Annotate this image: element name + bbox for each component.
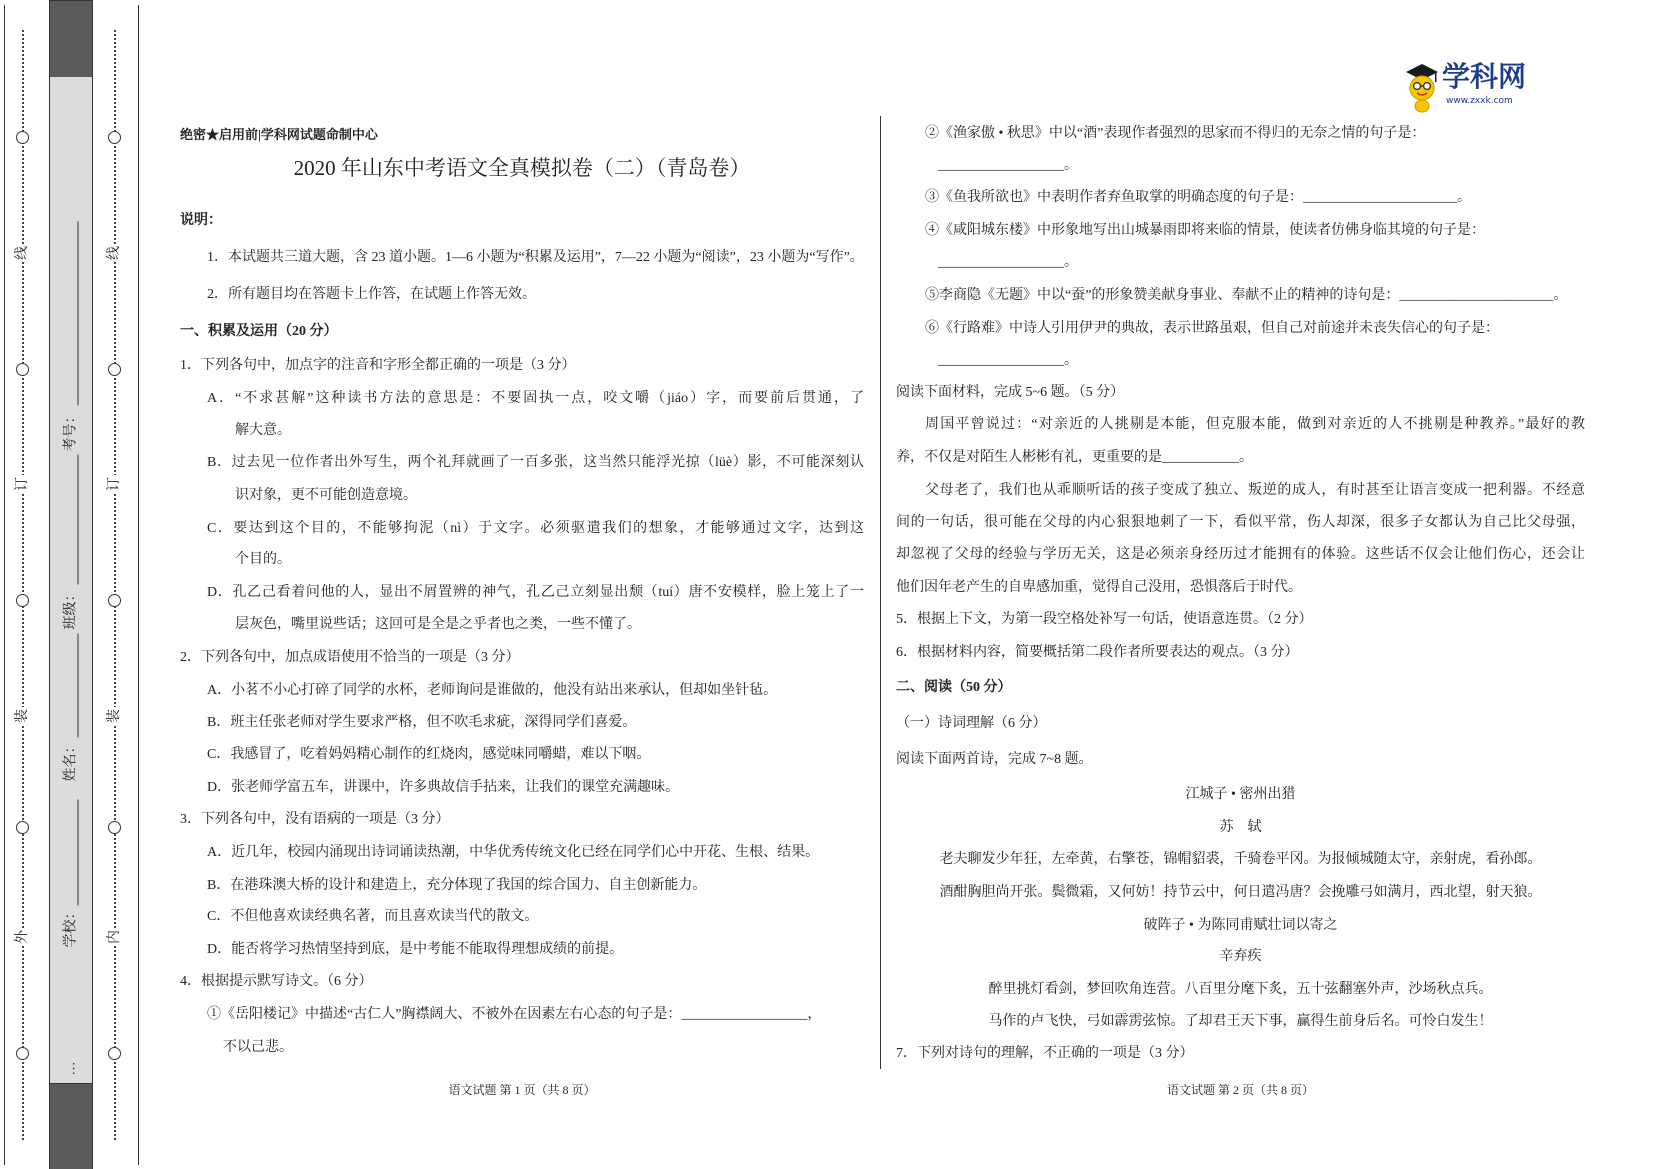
name-blank [77, 633, 78, 737]
binding-hole-circle [16, 1047, 29, 1060]
inner-cut-line [114, 30, 116, 1140]
inner-mark-ding: 订 [107, 477, 122, 491]
question-stem: 4．根据提示默写诗文。（6 分） [180, 974, 373, 989]
passage-line: 他们因年老产生的自卑感加重，觉得自己没用，恐惧落后于时代。 [896, 580, 1302, 595]
fill-in-item: ②《渔家傲 • 秋思》中以“酒”表现作者强烈的思家而不得归的无奈之情的句子是： [925, 126, 1426, 141]
school-label: 学校： [63, 905, 78, 947]
poem-line: 马作的卢飞快，弓如霹雳弦惊。了却君王天下事，赢得生前身后名。可怜白发生！ [988, 1014, 1493, 1029]
outer-border-line [4, 5, 5, 1165]
option-line: 解大意。 [235, 423, 291, 438]
option-line: C．我感冒了，吃着妈妈精心制作的红烧肉，感觉味同嚼蜡，难以下咽。 [207, 747, 651, 762]
fill-in-item: 不以己悲。 [223, 1040, 293, 1055]
zxxk-logo [1402, 58, 1552, 114]
instruction-item: 2．所有题目均在答题卡上作答，在试题上作答无效。 [207, 287, 536, 302]
fill-in-item: __________________。 [938, 158, 1078, 173]
binding-hole-circle [108, 131, 121, 144]
fill-in-item: ⑤李商隐《无题》中以“蚕”的形象赞美献身事业、奉献不止的精神的诗句是：______________________。 [925, 288, 1568, 303]
fill-in-item: ④《咸阳城东楼》中形象地写出山城暴雨即将来临的情景，使读者仿佛身临其境的句子是： [925, 223, 1485, 238]
fill-in-item: __________________。 [938, 353, 1078, 368]
option-line: B．在港珠澳大桥的设计和建造上，充分体现了我国的综合国力、自主创新能力。 [207, 878, 707, 893]
option-line: D．张老师学富五车，讲课中，许多典故信手拈来，让我们的课堂充满趣味。 [207, 780, 680, 795]
fill-in-item: __________________。 [938, 255, 1078, 270]
poem-line: 醉里挑灯看剑，梦回吹角连营。八百里分麾下炙，五十弦翻塞外声，沙场秋点兵。 [988, 982, 1493, 997]
binding-hole-circle [16, 821, 29, 834]
poem-line: 酒酣胸胆尚开张。鬓微霜，又何妨！持节云中，何日遣冯唐？会挽雕弓如满月，西北望，射天狼。 [939, 885, 1542, 900]
instructions-label: 说明： [180, 213, 222, 228]
option-line: A．小茗不小心打碎了同学的水杯，老师询问是谁做的，他没有站出来承认，但却如坐针毡。 [207, 683, 778, 698]
poem-title: 破阵子 • 为陈同甫赋壮词以寄之 [1143, 918, 1338, 933]
exam-number-label: 考号： [63, 409, 78, 451]
option-line: 层灰色，嘴里说些话；这回可是全是之乎者也之类，一些不懂了。 [235, 617, 641, 632]
option-line: B．班主任张老师对学生要求严格，但不吹毛求疵，深得同学们喜爱。 [207, 715, 637, 730]
outer-mark-ding: 订 [15, 477, 30, 491]
poem-line: 老夫聊发少年狂，左牵黄，右擎苍，锦帽貂裘，千骑卷平冈。为报倾城随太守，亲射虎，看孙郎。 [939, 852, 1542, 867]
mascot-icon [1402, 58, 1444, 114]
question-stem: 1．下列各句中，加点字的注音和字形全都正确的一项是（3 分） [180, 358, 576, 373]
section-heading: 二、阅读（50 分） [896, 680, 1012, 695]
inner-mark-nei: 内 [107, 930, 122, 944]
option-line: 识对象，更不可能创造意境。 [235, 488, 417, 503]
option-line: D．能否将学习热情坚持到底，是中考能不能取得理想成绩的前提。 [207, 942, 624, 957]
name-label: 姓名： [63, 739, 78, 781]
poem-title: 江城子 • 密州出猎 [1185, 787, 1296, 802]
logo-url: www.zxxk.com [1446, 96, 1513, 106]
outer-mark-zhuang: 装 [15, 709, 30, 723]
instruction-item: 1．本试题共三道大题，含 23 道小题。1—6 小题为“积累及运用”，7—22 小题为“阅读”，23 小题为“写作”。 [207, 250, 864, 265]
question-stem: 7．下列对诗句的理解，不正确的一项是（3 分） [896, 1046, 1194, 1061]
binding-hole-circle [16, 594, 29, 607]
section-heading: 一、积累及运用（20 分） [180, 324, 338, 339]
binding-hole-circle [108, 821, 121, 834]
option-line: B．过去见一位作者出外写生，两个礼拜就画了一百多张，这当然只能浮光掠（lüè）影，不可能深刻认 [207, 455, 864, 470]
question-stem: 2．下列各句中，加点成语使用不恰当的一项是（3 分） [180, 650, 520, 665]
reading-prompt: 阅读下面材料，完成 5~6 题。（5 分） [896, 385, 1125, 400]
page-footer: 语文试题 第 1 页（共 8 页） [448, 1083, 596, 1097]
outer-cut-line [22, 30, 24, 1140]
poem-author: 辛弃疾 [1219, 949, 1262, 964]
page-title: 2020 年山东中考语文全真模拟卷（二）（青岛卷） [293, 156, 751, 180]
student-info-strip [49, 0, 93, 1169]
binding-hole-circle [108, 1047, 121, 1060]
exam-number-blank [77, 221, 78, 405]
outer-mark-xian: 线 [15, 246, 30, 260]
outer-mark-wai: 外 [15, 930, 30, 944]
inner-mark-zhuang: 装 [107, 709, 122, 723]
passage-line: 养，不仅是对陌生人彬彬有礼，更重要的是___________。 [896, 450, 1253, 465]
poem-author: 苏 轼 [1219, 820, 1262, 835]
question-stem: 5．根据上下文，为第一段空格处补写一句话，使语意连贯。（2 分） [896, 612, 1313, 627]
binding-hole-circle [16, 363, 29, 376]
passage-line: 周国平曾说过：“对亲近的人挑剔是本能，但克服本能，做到对亲近的人不挑剔是种教养。”最好的教 [925, 417, 1585, 432]
binding-hole-circle [16, 131, 29, 144]
class-label: 班级： [63, 587, 78, 629]
option-line: C．要达到这个目的，不能够拘泥（nì）于文字。必须驱遣我们的想象，才能够通过文字，达到这 [207, 521, 864, 536]
passage-line: 父母老了，我们也从乖顺听话的孩子变成了独立、叛逆的成人，有时甚至让语言变成一把利器。不经意 [925, 483, 1585, 498]
logo-wordmark: 学科网 [1442, 60, 1527, 93]
subsection-heading: （一）诗词理解（6 分） [896, 716, 1047, 731]
option-line: D．孔乙己看着问他的人，显出不屑置辨的神气，孔乙己立刻显出颓（tuí）唐不安模样，脸上笼上了一 [207, 585, 864, 600]
option-line: A．“不求甚解”这种读书方法的意思是：不要固执一点，咬文嚼（jiáo）字，而要前后贯通，了 [207, 391, 864, 406]
binding-hole-circle [108, 363, 121, 376]
question-stem: 3．下列各句中，没有语病的一项是（3 分） [180, 812, 450, 827]
question-stem: 6．根据材料内容，简要概括第二段作者所要表达的观点。（3 分） [896, 645, 1299, 660]
reading-prompt: 阅读下面两首诗，完成 7~8 题。 [896, 752, 1093, 767]
fill-in-item: ①《岳阳楼记》中描述“古仁人”胸襟阔大、不被外在因素左右心态的句子是：__________________， [207, 1007, 822, 1022]
fill-in-item: ③《鱼我所欲也》中表明作者弃鱼取掌的明确态度的句子是：______________________。 [925, 190, 1471, 205]
column-divider [880, 116, 881, 1069]
passage-line: 间的一句话，很可能在父母的内心狠狠地刺了一下，看似平常，伤人却深，很多子女都认为自己比父母强， [896, 515, 1585, 530]
option-line: 个目的。 [235, 552, 291, 567]
school-blank [77, 799, 78, 905]
class-blank [77, 454, 78, 584]
strip-ellipsis: … [63, 1061, 78, 1075]
passage-line: 却忽视了父母的经验与学历无关，这是必须亲身经历过才能拥有的体验。这些话不仅会让他们伤心，还会让 [896, 547, 1585, 562]
page-footer: 语文试题 第 2 页（共 8 页） [1166, 1083, 1314, 1097]
fill-in-item: ⑥《行路难》中诗人引用伊尹的典故，表示世路虽艰，但自己对前途并未丧失信心的句子是： [925, 321, 1499, 336]
student-info-fields [49, 0, 93, 1169]
binding-hole-circle [108, 594, 121, 607]
option-line: A．近几年，校园内涌现出诗词诵读热潮，中华优秀传统文化已经在同学们心中开花、生根、结果。 [207, 845, 820, 860]
confidential-header: 绝密★启用前|学科网试题命制中心 [180, 127, 378, 142]
option-line: C．不但他喜欢读经典名著，而且喜欢读当代的散文。 [207, 909, 539, 924]
inner-mark-xian: 线 [107, 246, 122, 260]
binding-edge-line [138, 5, 139, 1165]
